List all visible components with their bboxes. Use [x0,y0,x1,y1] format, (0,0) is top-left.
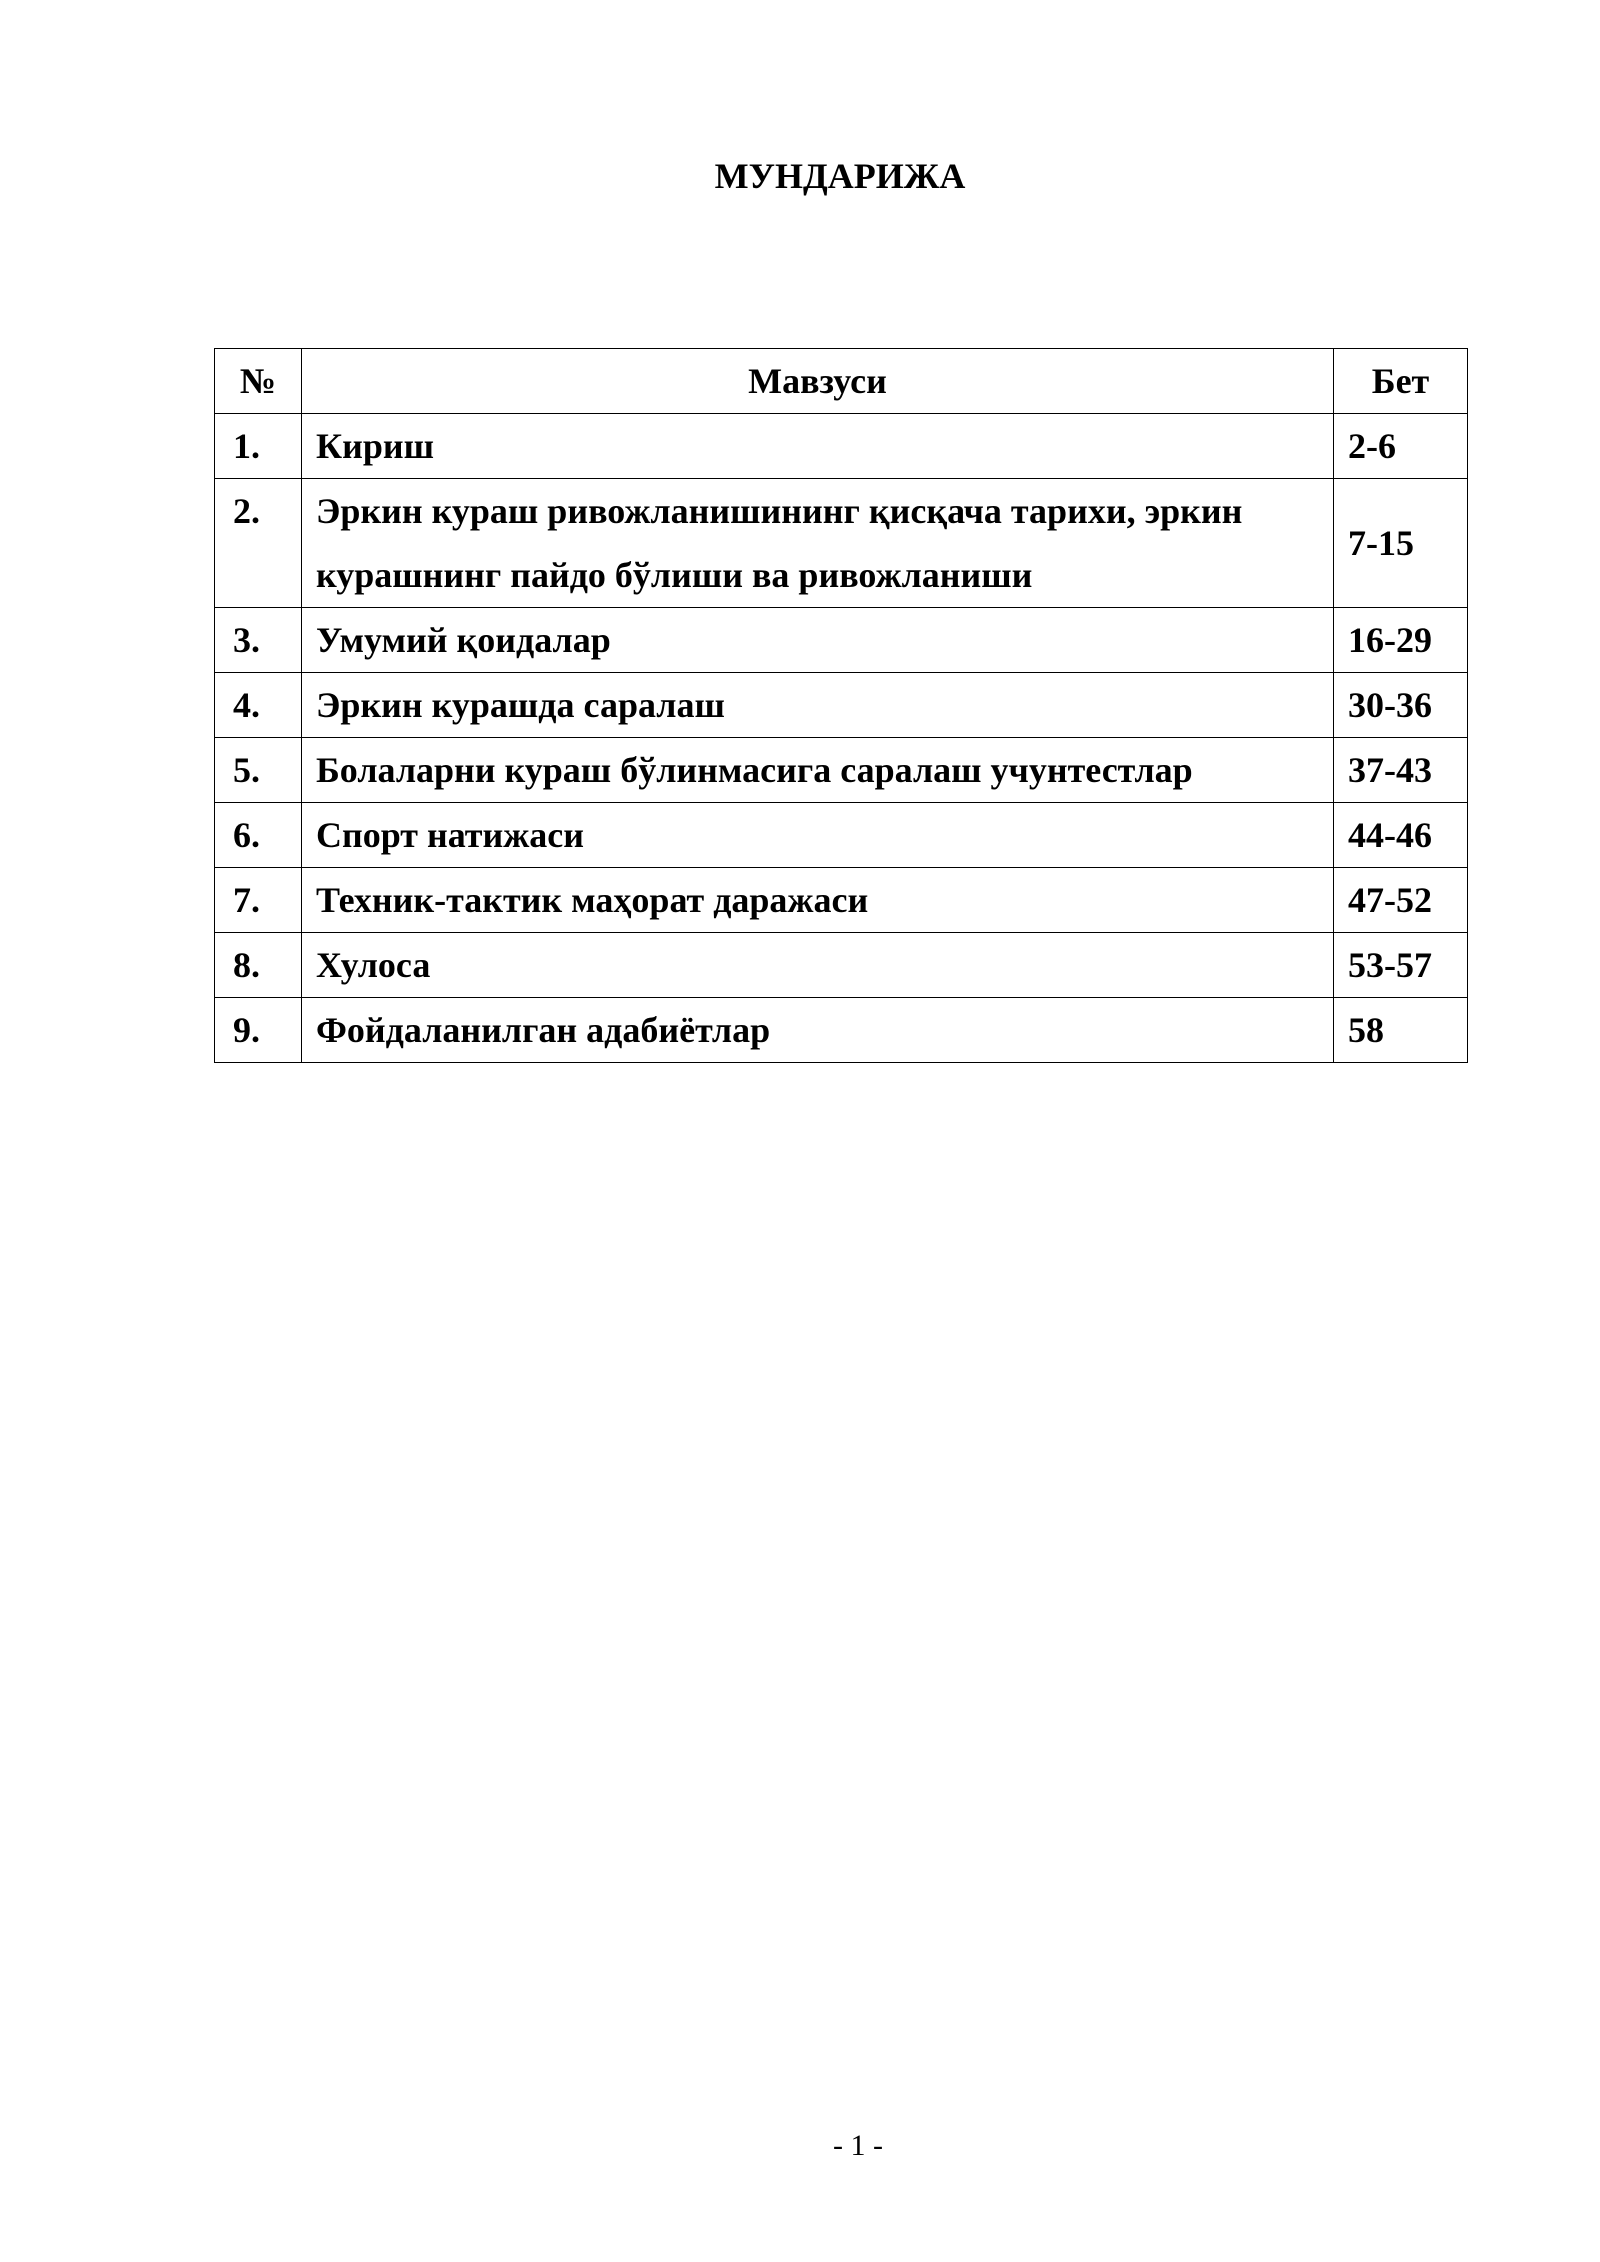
row-topic: Умумий қоидалар [302,608,1334,673]
row-page: 16-29 [1334,608,1468,673]
table-header-row [215,349,1468,414]
row-page: 37-43 [1334,738,1468,803]
table-row [215,803,1468,868]
row-number: 4. [215,673,302,738]
page-title: МУНДАРИЖА [714,156,966,196]
row-topic: Техник-тактик маҳорат даражаси [302,868,1334,933]
row-number: 6. [215,803,302,868]
table-row [215,608,1468,673]
header-page: Бет [1334,349,1468,414]
table-row [215,673,1468,738]
row-topic: Кириш [302,414,1334,479]
header-topic: Мавзуси [302,349,1334,414]
row-number: 2. [215,479,302,608]
row-page: 58 [1334,998,1468,1063]
header-number: № [215,349,302,414]
row-topic: Эркин курашда саралаш [302,673,1334,738]
row-page: 7-15 [1334,479,1468,608]
row-page: 47-52 [1334,868,1468,933]
row-page: 30-36 [1334,673,1468,738]
row-number: 8. [215,933,302,998]
table-row [215,479,1468,608]
row-topic: Хулоса [302,933,1334,998]
table-of-contents [214,348,1468,1063]
row-page: 44-46 [1334,803,1468,868]
row-number: 9. [215,998,302,1063]
page-number: - 1 - [833,2129,883,2162]
table-row [215,414,1468,479]
row-page: 53-57 [1334,933,1468,998]
row-topic: Фойдаланилган адабиётлар [302,998,1334,1063]
row-number: 5. [215,738,302,803]
row-topic: Болаларни кураш бўлинмасига саралаш учунтестлар [302,738,1334,803]
table-row [215,868,1468,933]
row-number: 1. [215,414,302,479]
row-page: 2-6 [1334,414,1468,479]
table-row [215,998,1468,1063]
row-number: 3. [215,608,302,673]
row-topic: Эркин кураш ривожланишининг қисқача тарихи, эркин курашнинг пайдо бўлиши ва ривожланиши [302,479,1334,608]
table-row [215,933,1468,998]
row-topic: Спорт натижаси [302,803,1334,868]
table-row [215,738,1468,803]
row-number: 7. [215,868,302,933]
